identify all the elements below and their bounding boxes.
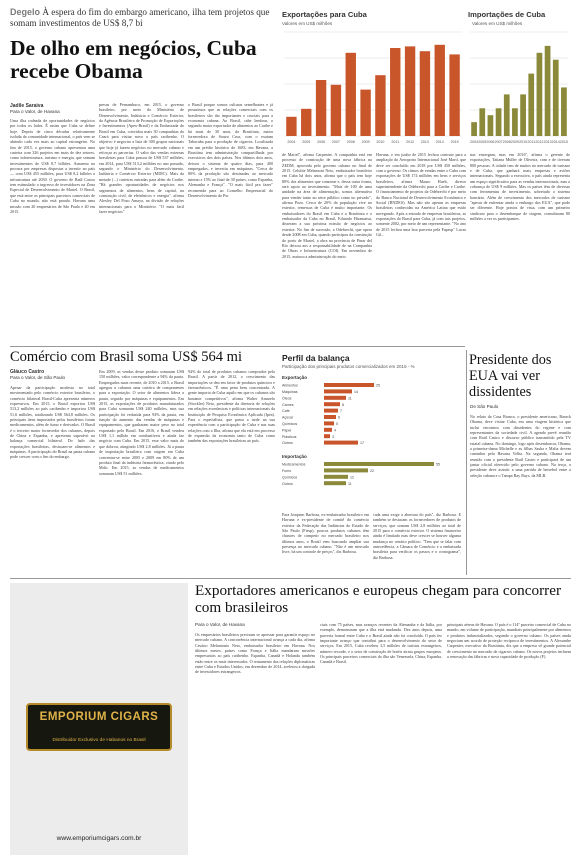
imports-chart-title: Importações de Cuba bbox=[468, 10, 546, 19]
story4-column-1: Os empresários brasileiros precisam se apressar para garantir espaço no mercado cubano. A concorrência internacional avança a cada dia, afirma Cesário Melantonio Neto, embaixador brasileiro em Havana. Nos últimos meses, países como França e Itália mandaram missões empresariais ao país caribenho. Espanha, Canadá e Holanda também estão entre os mais interessados. O reatamento das relações diplomáticas entre Cuba e Estados Unidos, em dezembro de 2014, acelerou a chegada de investidores estrangeiros. bbox=[195, 632, 315, 675]
perfil-category-label: Químicos bbox=[282, 475, 298, 480]
imports-tick-label: 2014 bbox=[551, 140, 560, 144]
story1-column-2: presas de Pernambuco, em 2015, o governo brasileiro, por meio do Ministério de Desenvolvimento, Indústria e Comércio Exterior, da Agência Brasileira de Promoção de Exportações e Investimentos (Apex-Brasil) e da Embaixada do Brasil em Cuba, convidou mais 30 companhias do Ceará para visitar novo o país caribenho. O objetivo é negociar a lista de 300 grupos nacionais que hoje já fazem negócios no mercado cubano e reforçar as parcerias. O valor das vendas externas brasileiras para Cuba passou de US$ 537 milhões, em 2014, para US$ 513,2 milhões no ano passado, segundo o Ministério do Desenvolvimento, Indústria e Comércio Exterior (MDIC). Mais da metade (...) carteiras entradas para além do Caribe. "Há grandes oportunidades de negócios nos segmentos de alimentos, bens de capital, na construção civil, de eletrônicos e energia", afirma Alexley Del Pozo Amaya, na divisão de relações internacionais para o Ministério. "O mais fácil fazer negócios" bbox=[99, 102, 184, 214]
perfil-bar bbox=[324, 389, 352, 393]
perfil-bar bbox=[324, 475, 348, 479]
perfil-subtitle: Participação dos principais produtos comercializados em 2015 - % bbox=[282, 364, 415, 369]
story3-column-1: No relato da Casa Branca, o presidente americano, Barack Obama, deve visitar Cuba, em uma viagem histórica que inclui encontros com dissidentes do regime e com representantes da sociedade civil. A agenda prevê reunião com Raúl Castro e discurso público transmitido pela TV estatal cubana. No domingo, logo após desembarcar, Obama, a primeira-dama Michelle e as filhas Sasha e Malia devem caminhar pela Havana Velha. Na segunda, Obama terá reunião com o presidente Raúl Castro e participará de um jantar oficial oferecido pelo governo cubano. Na terça, o presidente deve assistir a uma partida de beisebol entre a seleção cubana e o Tampa Bay Rays, da MLB. bbox=[470, 414, 571, 478]
exports-bar bbox=[286, 117, 296, 136]
trade-charts bbox=[282, 8, 572, 148]
perfil-bar bbox=[324, 396, 346, 400]
perfil-bar bbox=[324, 468, 368, 472]
imports-tick-label: 2010 bbox=[519, 140, 528, 144]
story2-author: Gláuco Castro bbox=[10, 369, 45, 375]
exports-tick-label: 2004 bbox=[287, 140, 296, 144]
imports-bar bbox=[553, 60, 559, 136]
story2-column-3: 94% do total de produtos cubanos comprados pelo Brasil. A partir de 2012, o crescimento das importações se deu em favor de produtos químicos e farmacêuticos. "É uma pena bem concentrada. A gente importa de Cuba aquilo em que os cubanos são bastante competitivos", afirma Walter Amarelo (Stockler) Neto, presidente da diretoria de relações em relações econômicas e políticas internacionais da Instituição de Pesquisa Econômica Aplicada (Ipea). Para o especialista, que passa a tarde na sua experiência com a participação de Cuba e nas suas relações com a Ilha, afirma que ela está em processo de expansão da economia tanto de Cuba como também das exportações brasileiras ao país. bbox=[188, 369, 275, 444]
imports-bar bbox=[528, 74, 534, 136]
bottom-section-rule bbox=[10, 578, 571, 579]
exports-bar bbox=[420, 51, 430, 136]
exports-chart-subtitle: Valores em US$ milhões bbox=[282, 21, 333, 26]
perfil-category-label: Plásticos bbox=[282, 434, 297, 439]
perfil-value-label: 17 bbox=[360, 441, 364, 446]
story4-column-3: principais aéreas de Havana. O país é o 114º parceiro comercial de Cuba no mundo, em volume de participação, mundiais principalmente por alimentos e produtos industrializados, segundo o governo cubano. Os países ainda negociam um acordo de proteção recíproca de investimentos. A Alexandre Carpenter, executivo da Brasitinta, diz que a empresa vê grande potencial de crescimento no mercado de cigarros cubano. Os novos projetos incluem a renovação das fábricas e nova capacidade de produção (F). bbox=[447, 622, 571, 660]
imports-bar bbox=[479, 108, 485, 136]
perfil-section-label: Importação bbox=[282, 454, 307, 459]
story2-dateline: Para o Valor, de São Paulo bbox=[10, 375, 66, 380]
exports-bar bbox=[360, 90, 370, 136]
exports-bar bbox=[331, 85, 341, 136]
main-headline: De olho em negócios, Cuba recebe Obama bbox=[10, 36, 257, 83]
story1-column-3: o Brasil porque somos culturas semelhantes e já possuímos que as relações comerciais com os brasileiros são tão importantes e cruciais para a economia cubana. Ao Brasil, cabe lembrar, o segundo maior exportador de alimentos ao Caribe e há mais de 30 anos, da Brasitinta, maior fornecedora de Souza Cruz, com o exatam Tabacuba para a produção de cigarros. Localizada em um prédio histórico de 1683, em Havana, a Brasitina tem administração compartilhada por executivos dos dois países. Nos últimos dois anos, deixou o sistema de quatro dias, para 400 empregados, e investiu em máquinas. "Cerca de 80% da produção são destinadas ao mercado interno e 15% ao final de 30 países, como Espanha, Alemanha e França". "O mais fácil pra fazer" recomenda para ao Conselho Empresarial do Desenvolvimento do Por bbox=[188, 102, 273, 198]
story1-column-4: de Mariel", afirma Carpenter. A companhia está em processo de construção de uma nova fábrica na ZEDM, aprovada pelo governo cubano no final de 2015. Celulite Melamont Neto, embaixador brasileiro em Cuba há dois anos, afirma que o país tem hoje 80% dos alimentos que consome e, dessa outra forma, será apoio ao investimento. "Mais de 100 de uma unidade na área de alimentação, somos alternativa para vender tanto no setor público como no privado", afirma Pozo. Cerca de 20% da população vive no exterior, remessas de Cuba é muito importante. Os embaixadores do Brasil em Cuba e a Brasitinta e o embaixador da Cuba no Brasil, Eduardo Hiramatsu, disseram a sua próxima missão de negócios ao exterior. No fim de sucessão, a Odebrecht, que opera desde 2008 em Cuba, quando participou da construção do porto de Mariel, a obra na província de Pinar del Rio deixou aos a responsabilidade de na Companhia de Obras e Infraestrutura (COI). Em novembro de 2015, assinou a administração do meio bbox=[282, 152, 372, 259]
ad-tagline: Distribuidor Exclusivo de Habanos no Brasil bbox=[52, 738, 146, 743]
imports-bar bbox=[471, 122, 477, 136]
exports-tick-label: 2006 bbox=[317, 140, 326, 144]
story4-column-2: ciais com 75 países, mas avanços recentes da Alemanha e da Itália, por exemplo, demonstram que a ilha está mudando. Dez anos depois, uma parceria formal entre Cuba e o Brasil ainda não foi concluída. O país fez importante avanço que contribui para o desenvolvimento do setor de serviços. Em 2015, Cuba recebeu 3,5 milhões de turistas estrangeiros, número recorde, e o setor de construção de hotéis atraiu grupos europeus. Os principais parceiros comerciais da ilha são Venezuela, China, Espanha, Canadá e Brasil. bbox=[320, 622, 442, 665]
perfil-category-label: Máquinas bbox=[282, 390, 298, 394]
perfil-bar bbox=[324, 409, 338, 413]
perfil-value-label: 7 bbox=[340, 409, 342, 414]
imports-bar bbox=[545, 46, 551, 136]
perfil-value-label: 11 bbox=[348, 396, 352, 401]
exports-chart-title: Exportações para Cuba bbox=[282, 10, 367, 19]
perfil-value-label: 25 bbox=[376, 383, 380, 388]
imports-tick-label: 2009 bbox=[510, 140, 519, 144]
section-rule bbox=[10, 346, 465, 347]
exports-bar bbox=[390, 48, 400, 136]
imports-bar bbox=[496, 108, 502, 136]
exports-tick-label: 2010 bbox=[376, 140, 385, 144]
imports-tick-label: 2015 bbox=[559, 140, 568, 144]
perfil-category-label: Café bbox=[282, 409, 290, 414]
story2b-column-1: Para Joaquim Barbosa, ex-embaixador brasileiro em Havana e ex-presidente de comitê do comércio exterior da Federação das Indústrias do Estado de São Paulo (Fiesp), poucos produtos cubanos têm chances de competir no mercado brasileiro nos últimos anos, o Brasil vem buscando ampliar sua presença no mercado cubano. "Não é um mercado livre, há um controle de preços", diz Barbosa. bbox=[282, 512, 369, 555]
imports-tick-label: 2006 bbox=[486, 140, 495, 144]
perfil-value-label: 22 bbox=[370, 469, 374, 473]
perfil-category-label: Papel bbox=[282, 428, 292, 433]
imports-tick-label: 2013 bbox=[543, 140, 552, 144]
story1-dateline: Para o Valor, de Havana bbox=[10, 109, 60, 114]
perfil-bar bbox=[324, 462, 434, 466]
perfil-value-label: 6 bbox=[338, 415, 340, 420]
exports-bar bbox=[346, 53, 356, 136]
exports-tick-label: 2011 bbox=[391, 140, 400, 144]
ad-url-link[interactable]: www.emporiumcigars.com.br bbox=[56, 835, 142, 842]
imports-tick-label: 2011 bbox=[527, 140, 536, 144]
exports-tick-label: 2012 bbox=[406, 140, 415, 144]
story4-headline: Exportadores americanos e europeus chegam para concorrer com brasileiros bbox=[195, 582, 562, 616]
perfil-value-label: 5 bbox=[336, 422, 338, 426]
exports-bar bbox=[449, 54, 459, 136]
imports-tick-label: 2007 bbox=[494, 140, 503, 144]
imports-tick-label: 2005 bbox=[478, 140, 487, 144]
exports-bar bbox=[435, 45, 445, 136]
story1-column-6: nas enxergam, mas em 2016", afirma o gerente de exportações, Tatiana Müller de Oliveira, com e de tiveram 800 pessoas. A cidade tem de muitos no mercado de turismo e de Cuba, que ganhará mais empresas e aviões internacionais. Segundo a executiva, o país ainda representa um espaço significativo para as vendas internacionais, mas a cobrança de US$ 9 milhões. Mas os países têm de diversas com ferramentas de investimento, sobretudo o sistema bancário. Além de crescimento dos mercados de turismo "apesar de enfrentar ainda o embargo dos EUA", que pode ser diferente. Hoje pontos de vista, com um primeiro sindicato para o desembarque de viagem, consultaram 80 milhões a ver os participantes. bbox=[470, 152, 570, 222]
exports-bar bbox=[405, 46, 415, 136]
ad-brand: EMPORIUM CIGARS bbox=[39, 711, 159, 723]
perfil-bar bbox=[324, 421, 334, 425]
perfil-title: Perfil da balança bbox=[282, 353, 350, 363]
ad-logo-badge bbox=[26, 703, 172, 751]
perfil-category-label: Carnes bbox=[282, 402, 294, 407]
imports-tick-label: 2004 bbox=[470, 140, 479, 144]
perfil-bar bbox=[324, 481, 346, 485]
exports-tick-label: 2013 bbox=[420, 140, 429, 144]
exports-bar bbox=[316, 80, 326, 136]
perfil-bar bbox=[324, 428, 332, 432]
story1-column-1: Uma ilha rodeada de oportunidades de negócios por todos os lados. É assim que Cuba se define hoje. Depois de cinco décadas relativamente isolada da comunidade internacional, o país vem se abrindo cada vez mais ao capital estrangeiro. No fim de 2015, o governo cubano apresentou uma carteira com 326 projetos em mais de dez setores, como infraestrutura, turismo e energia, que somam investimentos de US$ 8,7 bilhões. Aumento na procura por empresas dispostas a investir no país — com US$ 455 milhões, para US$ 8,2 bilhões a infrastrutura até 2030. O governo de Raúl Castro tem estimulado o ingresso de investidores na Zona Especial de Desenvolvimento de Mariel. O Brasil, que está entre os principais parceiros comerciais de Cuba no mundo, não está parado. Havana uma missão com 20 empresários de São Paulo e 40 em 2015. bbox=[10, 118, 95, 214]
imports-bar bbox=[520, 94, 526, 136]
exports-bar bbox=[375, 75, 385, 136]
exports-tick-label: 2014 bbox=[435, 140, 444, 144]
story2b-column-2: cada uma exige a abertura do país", diz Barbosa. E também se destacam os fornecedores de produtos de serviços, que somam US$ 2,8 milhões ao total de 2015 para o comércio exterior. O sistema financeiro ainda é limitado mas deve crescer se houver alguma mudança no cenário político. "Tem que se falar com antecedência, a Câmara de Comércio e a embaixada brasileira para verificar os passos e o cronograma", diz Barbosa. bbox=[373, 512, 461, 560]
story2-headline: Comércio com Brasil soma US$ 564 mi bbox=[10, 349, 242, 365]
exports-tick-label: 2007 bbox=[331, 140, 340, 144]
perfil-bar bbox=[324, 441, 358, 445]
imports-bar bbox=[504, 94, 510, 136]
story1-byline bbox=[10, 103, 60, 115]
story2-column-2: Em 2009, as vendas desse produto somaram US$ 150 milhões, valor correspondente a 94% da pauta. Empregados mais recente, de 2010 a 2015, o Brasil agregou a cubanos uma carteira de componentes para a exportação. O setor de alimentos lidera a pauta, seguido por máquinas e equipamentos. Em 2015, as exportações de produtos manufaturados para Cuba somaram US$ 240 milhões, mas sua participação foi reduzida para 94% da pauta, em função do aumento das vendas de máquinas e equipamentos, que ganharam maior peso no total exportado pelo Brasil. Em 2016, o Brasil vendeu US$ 1,1 milhão em combustíveis e ainda faz negócio com Cuba. Em 2015, esse valor mais do que dobrou, atingindo US$ 2,8 milhões. Já a pauta de importação brasileira com origem em Cuba concentra-se entre 2005 e 2009 em 80% de um produto final da indústria farmacêutica, citado pelo Mdic. Em 2015, as vendas de medicamentos somaram US$ 51 milhões. bbox=[99, 369, 184, 476]
perfil-bar bbox=[324, 383, 374, 387]
story3-dateline: De São Paulo bbox=[470, 404, 499, 409]
perfil-value-label: 11 bbox=[348, 481, 352, 486]
imports-bar bbox=[512, 108, 518, 136]
exports-bar bbox=[301, 109, 311, 136]
perfil-category-label: Outros bbox=[282, 481, 293, 486]
perfil-category-label: Alimentos bbox=[282, 383, 298, 388]
perfil-value-label: 12 bbox=[350, 475, 354, 480]
exports-tick-label: 2008 bbox=[346, 140, 355, 144]
perfil-value-label: 14 bbox=[354, 390, 358, 394]
perfil-value-label: 3 bbox=[332, 434, 334, 439]
exports-tick-label: 2009 bbox=[361, 140, 370, 144]
imports-tick-label: 2012 bbox=[535, 140, 544, 144]
story2-column-1: Apesar da participação modesta no total movimentado pelo comércio exterior brasileiro, o comércio bilateral Brasil-Cuba apresenta números expressivos. Em 2015, o Brasil exportou US$ 513,2 milhões ao país caribenho e importou US$ 51,6 milhões, totalizando US$ 564,8 milhões. Os principais itens importados pelos brasileiros foram medicamentos, além de fumo e derivados. O Brasil é o terceiro maior fornecedor dos cubanos, depois de China e Espanha, e apresenta superávit na balança comercial bilateral. Do lado das exportações brasileiras, destacam-se alimentos e máquinas. A participação do Brasil na pauta cubana pode crescer com o fim do embargo. bbox=[10, 385, 95, 460]
perfil-chart-svg bbox=[282, 372, 462, 508]
perfil-bar bbox=[324, 434, 330, 438]
perfil-value-label: 8 bbox=[342, 402, 344, 407]
perfil-category-label: Químicos bbox=[282, 422, 298, 426]
perfil-category-label: Medicamentos bbox=[282, 462, 306, 467]
story3-headline: Presidente dos EUA vai ver dissidentes bbox=[469, 352, 552, 400]
perfil-category-label: Açúcar bbox=[282, 415, 294, 420]
kicker bbox=[10, 7, 280, 29]
perfil-value-label: 4 bbox=[334, 428, 336, 433]
sidebar-rule bbox=[466, 350, 467, 575]
story1-column-5: Havana, e em junho de 2015 fechou contrato para a ampliação do Aeroporto Internacional José Martí, que deve ser concluído em 2018 por US$ 450 milhões, com o governo. Os ritmos de vendas entre o Cuba com exportações de US$ 174 milhões em bens e serviços brasileiros, afirma Mauro Hueb, diretor superintendente da Odebrecht para a Caribe e Caribe. O financiamento de projetos da Odebrecht é por meio do Banco Nacional de Desenvolvimento Econômico e Social (BNDES). Mas não são apenas as empresas brasileiras conhecidas na América Latina que estão navegando. Após a entrada de empresas brasileiras, as exportações do Brasil para Cuba, já com tais projetos, somente 2002, por meio de um representante. "No ano de 2015 fechou uma boa parceria pela Fapesp" Lucas Gil... bbox=[376, 152, 466, 238]
imports-bar bbox=[537, 53, 543, 136]
perfil-category-label: Óleos bbox=[282, 396, 292, 401]
story2-byline bbox=[10, 369, 65, 381]
imports-bar bbox=[488, 115, 494, 136]
exports-tick-label: 2005 bbox=[302, 140, 311, 144]
trade-chart-svg bbox=[282, 28, 572, 148]
perfil-category-label: Fumo bbox=[282, 469, 292, 473]
perfil-section-label: Exportação bbox=[282, 375, 308, 380]
story1-author: Jadile Saraiva bbox=[10, 103, 44, 109]
kicker-text: À espera do fim do embargo americano, ilha tem projetos que somam investimentos de US$ 8,7 bi bbox=[10, 7, 270, 28]
emporium-cigars-ad[interactable] bbox=[10, 583, 188, 855]
perfil-category-label: Outros bbox=[282, 441, 293, 446]
story4-dateline: Para o Valor, de Havana bbox=[195, 622, 245, 627]
imports-chart-subtitle: Valores em US$ milhões bbox=[472, 21, 523, 26]
perfil-bar bbox=[324, 402, 340, 406]
kicker-label: Degelo bbox=[10, 7, 41, 17]
perfil-value-label: 55 bbox=[436, 462, 440, 467]
exports-tick-label: 2015 bbox=[450, 140, 459, 144]
imports-bar bbox=[561, 87, 567, 136]
imports-tick-label: 2008 bbox=[502, 140, 511, 144]
perfil-bar bbox=[324, 415, 336, 419]
